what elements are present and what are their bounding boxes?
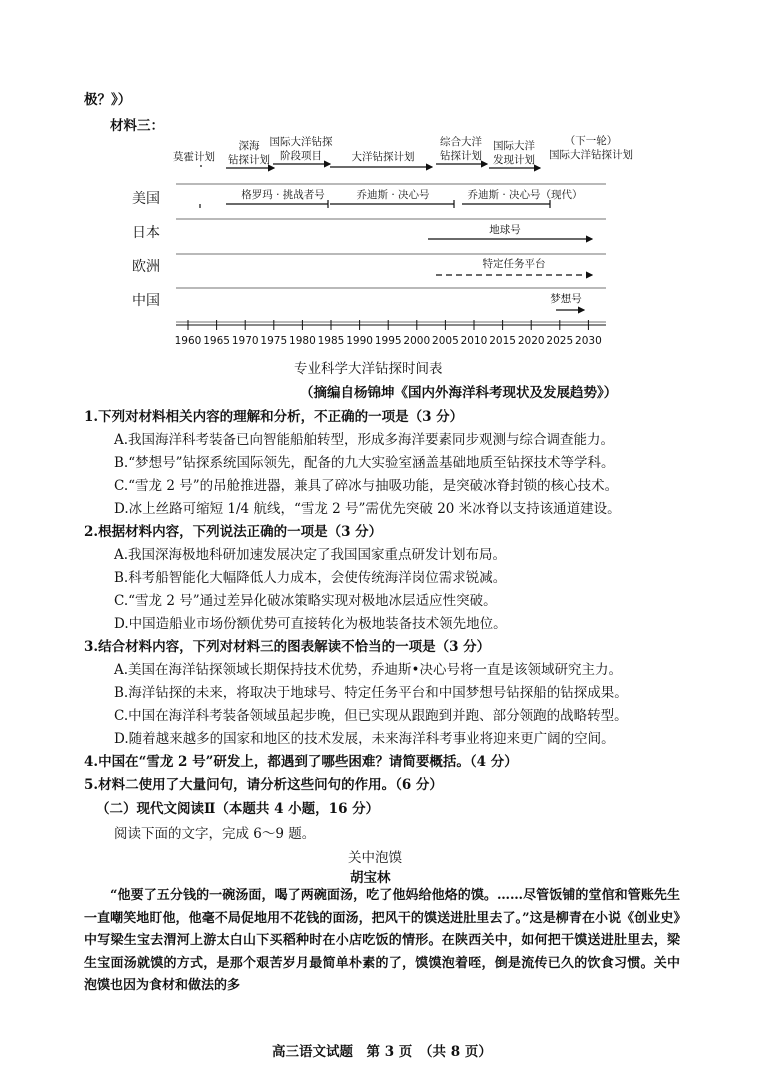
x-axis-ticks [175,320,602,347]
x-tick-label: 2005 [432,335,459,347]
program-next-line2: 国际大洋钻探计划 [549,149,633,161]
question-3-option-a: A.美国在海洋钻探领域长期保持技术优势，乔迪斯•决心号将一直是该领域研究主力。 [114,662,623,678]
x-tick-label: 2025 [546,335,574,347]
x-tick-label: 2015 [489,335,516,347]
question-1-option-b: B.“梦想号”钻探系统国际领先，配备的九大实验室涵盖基础地质至钻探技术等学科。 [114,455,615,471]
ship-mengxiang: 梦想号 [550,293,582,305]
program-dsdp-line1: 深海 [238,140,260,152]
ship-joides-resolution: 乔迪斯 · 决心号 [356,189,430,201]
question-1: 1.下列对材料相关内容的理解和分析，不正确的一项是（3 分） [84,409,464,425]
question-1-option-a: A.我国海洋科考装备已向智能船舶转型，形成多海洋要素同步观测与综合调查能力。 [114,432,615,448]
question-1-option-c: C.“雪龙 2 号”的吊舱推进器，兼具了碎冰与抽吸功能，是突破冰脊封锁的核心技术。 [114,478,619,494]
country-china: 中国 [132,293,160,309]
article-body: “他要了五分钱的一碗汤面，喝了两碗面汤，吃了他妈给他烙的馍。……尽管饭铺的堂倌和管账先生一直嘲笑地盯他，他毫不局促地用不花钱的面汤，把风干的馍送进肚里去了。”这是柳青在小说《创业史》中写梁生宝去渭河上游太白山下买稻种时在小店吃饭的情形。在陕西关中，如何把干馍送进肚里去，梁生宝面汤就馍的方式，是那个艰苦岁月最简单朴素的了，馍馍泡着咥，倒是流传已久的饮食习惯。关中泡馍也因为食材和做法的多 [84,888,680,993]
question-3-option-c: C.中国在海洋科考装备领域虽起步晚，但已实现从跟跑到并跑、部分领跑的战略转型。 [114,708,628,724]
program-ipod-line2: 阶段项目 [280,150,322,162]
x-tick-label: 1980 [289,335,316,347]
program-next-line1: （下一轮） [564,135,618,147]
page-footer: 高三语文试题 第 3 页 （共 8 页） [272,1044,492,1060]
question-2: 2.根据材料内容，下列说法正确的一项是（3 分） [84,524,383,540]
chart-caption: 专业科学大洋钻探时间表 [294,361,443,377]
x-tick-label: 1985 [317,335,345,347]
program-ipod-line1: 国际大洋钻探 [269,136,333,148]
x-tick-label: 2030 [575,335,602,347]
ship-chikyu: 地球号 [489,224,521,236]
x-tick-label: 2000 [403,335,431,347]
program-mohole: 莫霍计划 [173,151,215,163]
program-iodp-line2: 钻探计划 [440,150,482,162]
ship-mission-specific-platform: 特定任务平台 [482,258,546,270]
question-3-option-d: D.随着越来越多的国家和地区的技术发展，未来海洋科考事业将迎来更广阔的空间。 [114,731,615,747]
program-dsdp-line2: 钻探计划 [228,154,270,166]
x-tick-label: 1975 [260,335,288,347]
x-tick-label: 1970 [231,335,259,347]
article-title: 关中泡馍 [348,850,402,866]
x-tick-label: 1990 [346,335,373,347]
ship-joides-resolution-modern: 乔迪斯 · 决心号（现代） [467,189,583,201]
x-tick-label: 1965 [203,335,230,347]
article-author: 胡宝林 [350,870,391,886]
program-discovery-line2: 发现计划 [493,154,535,166]
program-iodp-line1: 综合大洋 [440,136,482,148]
chart-source: （摘编自杨锦坤《国内外海洋科考现状及发展趋势》） [300,385,618,401]
x-tick-label: 1995 [374,335,402,347]
previous-page-fragment: 极？》） [84,92,132,108]
country-japan: 日本 [132,225,160,241]
question-2-option-c: C.“雪龙 2 号”通过差异化破冰策略实现对极地冰层适应性突破。 [114,593,497,609]
question-3: 3.结合材料内容，下列对材料三的图表解读不恰当的一项是（3 分） [84,639,491,655]
question-3-option-b: B.海洋钻探的未来，将取决于地球号、特定任务平台和中国梦想号钻探船的钻探成果。 [114,685,628,701]
x-tick-label: 1960 [174,335,202,347]
question-2-option-a: A.我国深海极地科研加速发展决定了我国国家重点研发计划布局。 [114,547,507,563]
ship-glomar-challenger: 格罗玛 · 挑战者号 [241,189,325,201]
country-europe: 欧洲 [132,259,160,275]
country-usa: 美国 [132,191,160,207]
material-three-label: 材料三： [110,118,164,134]
section-heading: （二）现代文阅读Ⅱ（本题共 4 小题，16 分） [96,801,380,817]
question-2-option-d: D.中国造船业市场份额优势可直接转化为极地装备技术领先地位。 [114,616,507,632]
question-5: 5.材料二使用了大量问句，请分析这些问句的作用。（6 分） [84,777,443,793]
program-odp: 大洋钻探计划 [351,151,415,163]
reading-instruction: 阅读下面的文字，完成 6～9 题。 [114,826,316,842]
x-tick-label: 2020 [517,335,545,347]
question-1-option-d: D.冰上丝路可缩短 1/4 航线，“雪龙 2 号”需优先突破 20 米冰脊以支持该通道建设。 [114,501,621,517]
question-2-option-b: B.科考船智能化大幅降低人力成本，会使传统海洋岗位需求锐减。 [114,570,507,586]
program-discovery-line1: 国际大洋 [493,140,535,152]
x-tick-label: 2010 [460,335,488,347]
question-4: 4.中国在“雪龙 2 号”研发上，都遇到了哪些困难？请简要概括。（4 分） [84,754,518,770]
